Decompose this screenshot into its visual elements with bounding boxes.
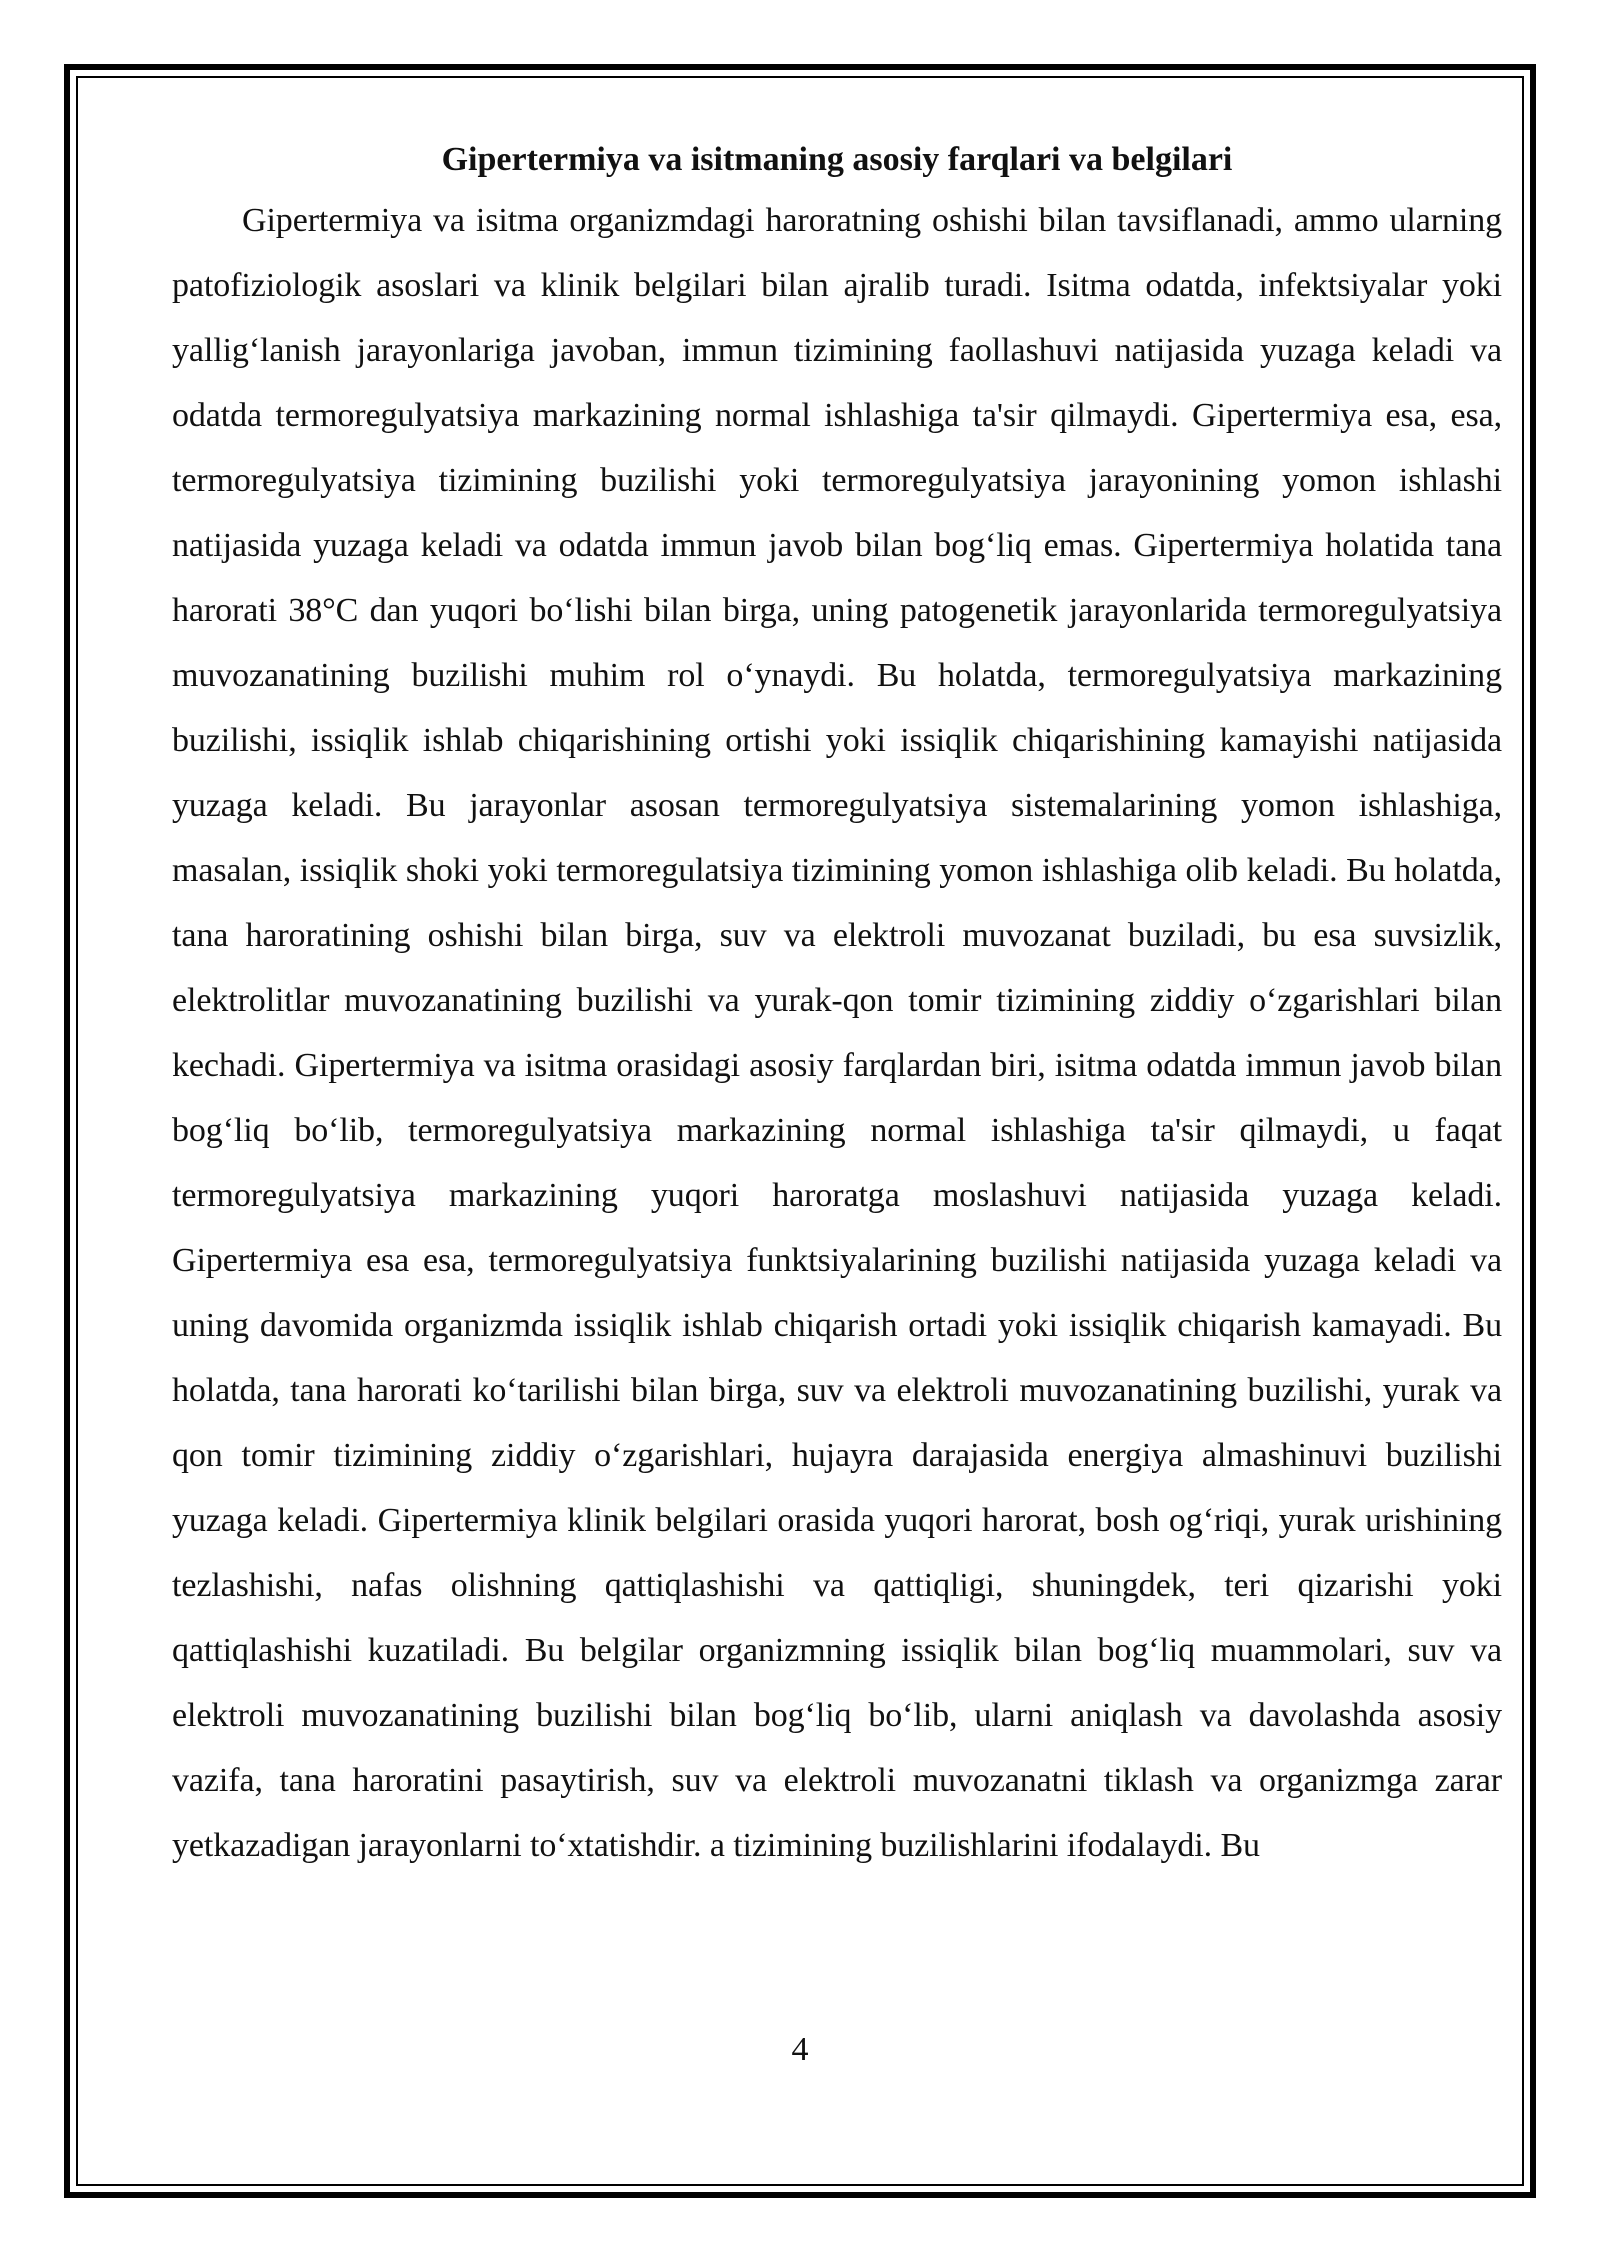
page-number: 4 (791, 2031, 809, 2068)
document-title: Gipertermiya va isitmaning asosiy farqlari va belgilari (441, 141, 1233, 178)
document-body-paragraph: Gipertermiya va isitma organizmdagi haroratning oshishi bilan tavsiflanadi, ammo ularning patofiziologik asoslari va klinik belgilari bilan ajralib turadi. Isitma odatda, infektsiyalar yoki yallig‘lanish jarayonlariga javoban, immun tizimining faollashuvi natijasida yuzaga keladi va odatda termoregulyatsiya markazining normal ishlashiga ta'sir qilmaydi. Gipertermiya esa, esa, termoregulyatsiya tizimining buzilishi yoki termoregulyatsiya jarayonining yomon ishlashi natijasida yuzaga keladi va odatda immun javob bilan bog‘liq emas. Gipertermiya holatida tana harorati 38°C dan yuqori bo‘lishi bilan birga, uning patogenetik jarayonlarida termoregulyatsiya muvozanatining buzilishi muhim rol o‘ynaydi. Bu holatda, termoregulyatsiya markazining buzilishi, issiqlik ishlab chiqarishining ortishi yoki issiqlik chiqarishining kamayishi natijasida yuzaga keladi. Bu jarayonlar asosan termoregulyatsiya sistemalarining yomon ishlashiga, masalan, issiqlik shoki yoki termoregulatsiya tizimining yomon ishlashiga olib keladi. Bu holatda, tana haroratining oshishi bilan birga, suv va elektroli muvozanat buziladi, bu esa suvsizlik, elektrolitlar muvozanatining buzilishi va yurak-qon tomir tizimining ziddiy o‘zgarishlari bilan kechadi. Gipertermiya va isitma orasidagi asosiy farqlardan biri, isitma odatda immun javob bilan bog‘liq bo‘lib, termoregulyatsiya markazining normal ishlashiga ta'sir qilmaydi, u faqat termoregulyatsiya markazining yuqori haroratga moslashuvi natijasida yuzaga keladi. Gipertermiya esa esa, termoregulyatsiya funktsiyalarining buzilishi natijasida yuzaga keladi va uning davomida organizmda issiqlik ishlab chiqarish ortadi yoki issiqlik chiqarish kamayadi. Bu holatda, tana harorati ko‘tarilishi bilan birga, suv va elektroli muvozanatining buzilishi, yurak va qon tomir tizimining ziddiy o‘zgarishlari, hujayra darajasida energiya almashinuvi buzilishi yuzaga keladi. Gipertermiya klinik belgilari orasida yuqori harorat, bosh og‘riqi, yurak urishining tezlashishi, nafas olishning qattiqlashishi va qattiqligi, shuningdek, teri qizarishi yoki qattiqlashishi kuzatiladi. Bu belgilar organizmning issiqlik bilan bog‘liq muammolari, suv va elektroli muvozanatining buzilishi bilan bog‘liq bo‘lib, ularni aniqlash va davolashda asosiy vazifa, tana haroratini pasaytirish, suv va elektroli muvozanatni tiklash va organizmga zarar yetkazadigan jarayonlarni to‘xtatishdir. a tizimining buzilishlarini ifodalaydi. Bu (172, 202, 1502, 1864)
page-content (172, 136, 1502, 1878)
